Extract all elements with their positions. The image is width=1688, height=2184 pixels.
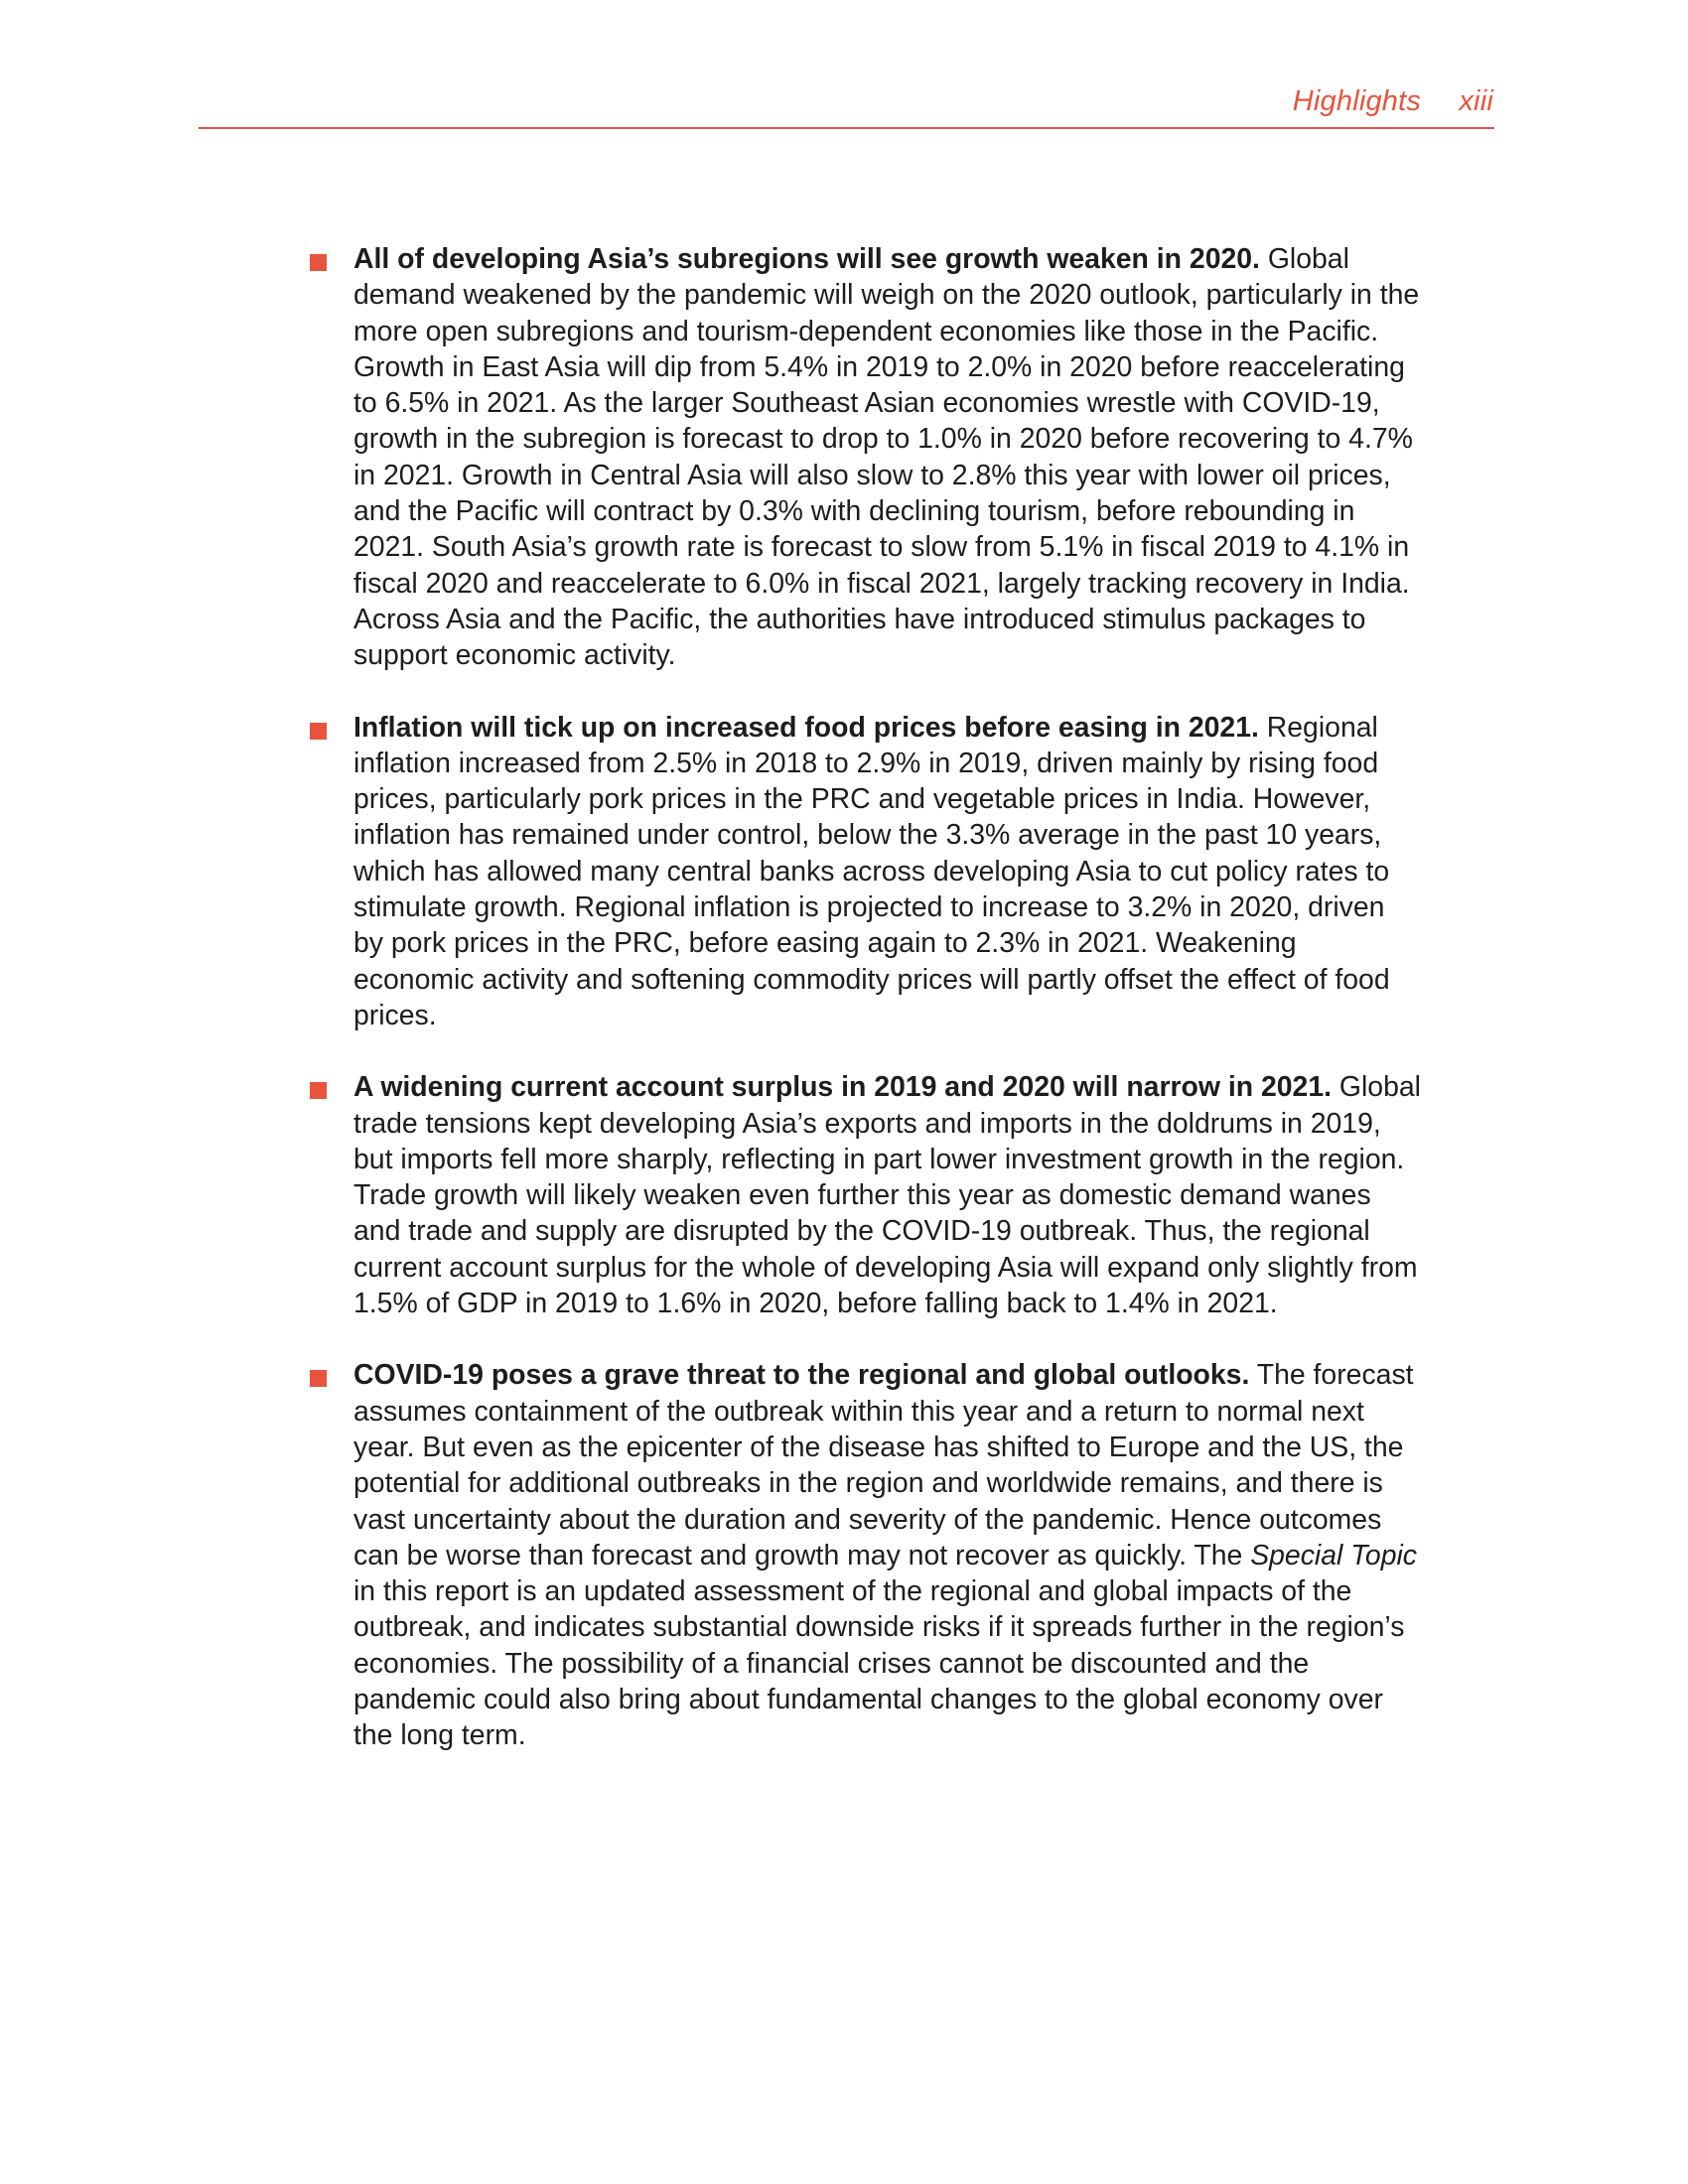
running-header bbox=[1293, 85, 1493, 118]
header-rule bbox=[199, 127, 1494, 129]
highlight-item bbox=[310, 710, 1422, 1034]
highlight-lead: COVID-19 poses a grave threat to the regional and global outlooks. bbox=[353, 1359, 1250, 1392]
highlight-lead: All of developing Asia’s subregions will see growth weaken in 2020. bbox=[353, 243, 1260, 275]
highlight-paragraph bbox=[353, 1357, 1422, 1753]
section-title: Highlights bbox=[1292, 85, 1422, 117]
highlight-body: The forecast assumes containment of the outbreak within this year and a return to normal next year. But even as the epicenter of the disease has shifted to Europe and the US, the potential for additional outbreaks in the region and worldwide remains, and there is vast uncertainty about the duration and severity of the pandemic. Hence outcomes can be worse than forecast and growth may not recover as quickly. The bbox=[353, 1359, 1414, 1571]
highlight-paragraph bbox=[353, 710, 1422, 1034]
bullet-square-icon bbox=[310, 723, 327, 740]
bullet-square-icon bbox=[310, 254, 327, 271]
highlights-list bbox=[310, 241, 1422, 1790]
highlight-item bbox=[310, 1357, 1422, 1753]
highlight-paragraph bbox=[353, 1069, 1422, 1321]
highlight-body-continued: in this report is an updated assessment of the regional and global impacts of the outbreak, and indicates substantial downside risks if it spreads further in the region’s economies. The possibility of a financial crises cannot be discounted and the pandemic could also bring about fundamental changes to the global economy over the long term. bbox=[353, 1575, 1405, 1752]
highlight-lead: A widening current account surplus in 2019 and 2020 will narrow in 2021. bbox=[353, 1071, 1333, 1104]
highlight-paragraph bbox=[353, 241, 1422, 674]
special-topic-reference: Special Topic bbox=[1250, 1539, 1418, 1571]
highlight-item bbox=[310, 1069, 1422, 1321]
highlight-body: Global trade tensions kept developing Asia’s exports and imports in the doldrums in 2019, but imports fell more sharply, reflecting in part lower investment growth in the region. Trade growth will likely weaken even further this year as domestic demand wanes and trade and supply are disrupted by the COVID-19 outbreak. Thus, the regional current account surplus for the whole of developing Asia will expand only slightly from 1.5% of GDP in 2019 to 1.6% in 2020, before falling back to 1.4% in 2021. bbox=[353, 1071, 1421, 1320]
page-number: xiii bbox=[1459, 85, 1493, 117]
bullet-square-icon bbox=[310, 1370, 327, 1387]
highlight-body: Regional inflation increased from 2.5% in 2018 to 2.9% in 2019, driven mainly by rising food prices, particularly pork prices in the PRC and vegetable prices in India. However, inflation has remained under control, below the 3.3% average in the past 10 years, which has allowed many central banks across developing Asia to cut policy rates to stimulate growth. Regional inflation is projected to increase to 3.2% in 2020, driven by pork prices in the PRC, before easing again to 2.3% in 2021. Weakening economic activity and softening commodity prices will partly offset the effect of food prices. bbox=[353, 711, 1390, 1031]
highlight-lead: Inflation will tick up on increased food prices before easing in 2021. bbox=[353, 711, 1259, 744]
highlight-item bbox=[310, 241, 1422, 674]
bullet-square-icon bbox=[310, 1082, 327, 1099]
highlight-body: Global demand weakened by the pandemic will weigh on the 2020 outlook, particularly in the more open subregions and tourism-dependent economies like those in the Pacific. Growth in East Asia will dip from 5.4% in 2019 to 2.0% in 2020 before reaccelerating to 6.5% in 2021. As the larger Southeast Asian economies wrestle with COVID-19, growth in the subregion is forecast to drop to 1.0% in 2020 before recovering to 4.7% in 2021. Growth in Central Asia will also slow to 2.8% this year with lower oil prices, and the Pacific will contract by 0.3% with declining tourism, before rebounding in 2021. South Asia’s growth rate is forecast to slow from 5.1% in fiscal 2019 to 4.1% in fiscal 2020 and reaccelerate to 6.0% in fiscal 2021, largely tracking recovery in India. Across Asia and the Pacific, the authorities have introduced stimulus packages to support economic activity. bbox=[353, 243, 1420, 672]
